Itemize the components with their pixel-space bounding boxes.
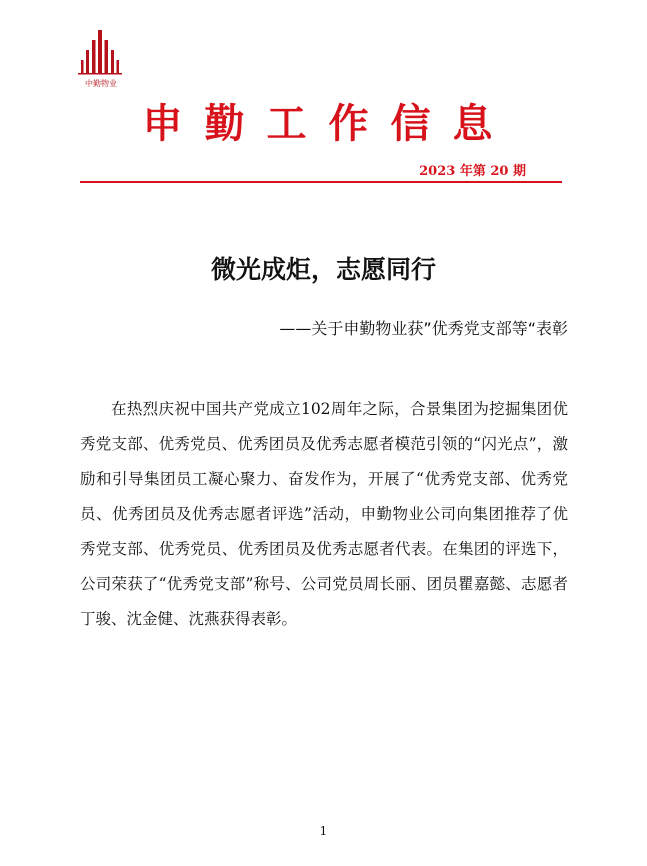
header-divider xyxy=(80,181,562,183)
company-logo-icon xyxy=(78,26,122,86)
masthead-title: 申勤工作信息 xyxy=(142,100,515,147)
article-subtitle: ——关于申勤物业获”优秀党支部等“表彰 xyxy=(279,319,568,338)
article-paragraph: 在热烈庆祝中国共产党成立102周年之际，合景集团为挖掘集团优秀党支部、优秀党员、优秀团员及优秀志愿者模范引领的“闪光点”，激励和引导集团员工凝心聚力、奋发作为，开展了“优秀党支部、优秀党员、优秀团员及优秀志愿者评选”活动，申勤物业公司向集团推荐了优秀党支部、优秀党员、优秀团员及优秀志愿者代表。在集团的评选下，公司荣获了“优秀党支部”称号、公司党员周长丽、团员瞿嘉懿、志愿者丁骏、沈金健、沈燕获得表彰。 xyxy=(80,400,568,628)
logo-text: 中勤物业 xyxy=(85,79,117,88)
article-title: 微光成炬，志愿同行 xyxy=(210,255,436,284)
page-number: 1 xyxy=(319,824,328,838)
issue-number: 2023 年第 20 期 xyxy=(419,164,526,179)
